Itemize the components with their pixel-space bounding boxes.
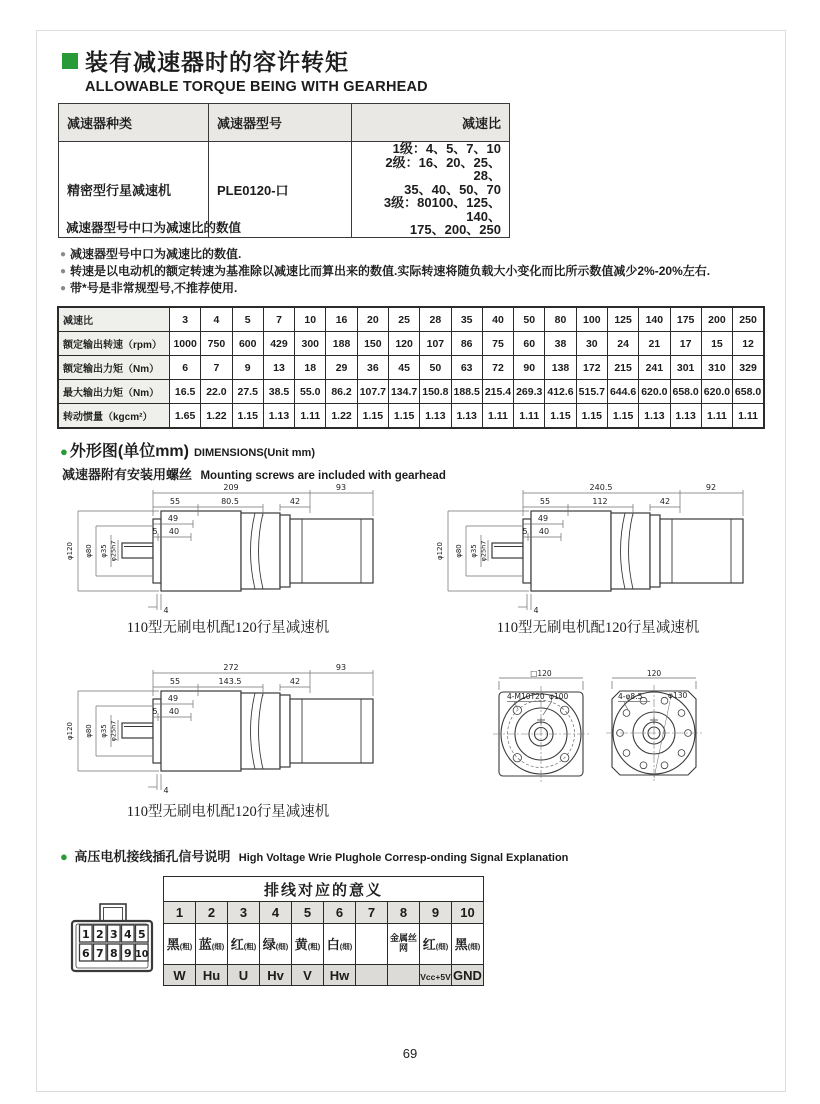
svg-text:55: 55 xyxy=(539,497,551,506)
wire-color-cell: 金属丝网 xyxy=(388,924,420,965)
svg-text:272: 272 xyxy=(223,663,239,672)
signal-cell: Hv xyxy=(260,965,292,986)
svg-text:8: 8 xyxy=(109,947,118,960)
spec-cell: 140 xyxy=(639,307,670,332)
connector-plug-drawing xyxy=(66,894,158,985)
svg-text:42: 42 xyxy=(289,497,301,506)
spec-cell: 1.15 xyxy=(388,404,419,429)
green-dot-icon: ● xyxy=(60,444,68,459)
signal-section-header xyxy=(60,846,568,866)
spec-cell: 80 xyxy=(545,307,576,332)
spec-row-label: 转动惯量（kgcm²） xyxy=(58,404,170,429)
spec-cell: 10 xyxy=(295,307,326,332)
svg-text:49: 49 xyxy=(537,514,549,523)
pin-number: 2 xyxy=(196,902,228,924)
drawing-caption: 110型无刷电机配120行星减速机 xyxy=(126,620,330,636)
drawing-caption: 110型无刷电机配120行星减速机 xyxy=(126,804,330,820)
side-view-drawing xyxy=(58,480,398,627)
spec-cell: 188.5 xyxy=(451,380,482,404)
flange-view-input xyxy=(596,668,714,807)
svg-text:φ25h7: φ25h7 xyxy=(109,540,118,562)
ratio-line: 35、40、50、70 xyxy=(404,181,501,197)
pin-number: 8 xyxy=(388,902,420,924)
spec-cell: 7 xyxy=(263,307,294,332)
bullet-icon: ● xyxy=(60,249,67,260)
spec-cell: 38.5 xyxy=(263,380,294,404)
spec-cell: 250 xyxy=(733,307,764,332)
svg-text:4-φ8.5: 4-φ8.5 xyxy=(618,692,643,701)
spec-cell: 125 xyxy=(607,307,638,332)
svg-text:143.5: 143.5 xyxy=(218,677,242,686)
spec-cell: 175 xyxy=(670,307,701,332)
spec-cell: 134.7 xyxy=(388,380,419,404)
wire-color-row xyxy=(164,924,484,965)
svg-text:□120: □120 xyxy=(530,669,552,678)
spec-cell: 86.2 xyxy=(326,380,357,404)
spec-cell: 188 xyxy=(326,332,357,356)
pin-number: 10 xyxy=(452,902,484,924)
spec-cell: 60 xyxy=(514,332,545,356)
spec-cell: 9 xyxy=(232,356,263,380)
dimensions-subtitle: 减速器附有安装用螺丝 xyxy=(62,467,193,482)
pin-number: 3 xyxy=(228,902,260,924)
svg-text:240.5: 240.5 xyxy=(589,483,613,492)
svg-text:φ130: φ130 xyxy=(668,691,688,700)
pin-number: 6 xyxy=(324,902,356,924)
spec-cell: 1.65 xyxy=(170,404,201,429)
svg-text:3: 3 xyxy=(109,928,118,941)
spec-cell: 1.11 xyxy=(482,404,513,429)
spec-cell: 412.6 xyxy=(545,380,576,404)
green-dot-icon: ● xyxy=(60,849,68,864)
spec-cell: 75 xyxy=(482,332,513,356)
spec-cell: 1.11 xyxy=(733,404,764,429)
svg-text:φ35: φ35 xyxy=(470,544,478,558)
svg-text:5: 5 xyxy=(152,707,158,716)
svg-text:120: 120 xyxy=(646,669,662,678)
gearhead-ratios xyxy=(352,142,510,238)
svg-text:42: 42 xyxy=(289,677,301,686)
spec-cell: 1000 xyxy=(170,332,201,356)
signal-cell: W xyxy=(164,965,196,986)
spec-cell: 215.4 xyxy=(482,380,513,404)
spec-row-label: 额定输出力矩（Nm） xyxy=(58,356,170,380)
svg-text:92: 92 xyxy=(705,483,717,492)
spec-cell: 50 xyxy=(420,356,451,380)
side-view-drawing xyxy=(428,480,768,627)
svg-text:80.5: 80.5 xyxy=(221,497,239,506)
note-item xyxy=(60,280,710,297)
spec-cell: 27.5 xyxy=(232,380,263,404)
note-item xyxy=(60,246,710,263)
spec-cell: 1.13 xyxy=(420,404,451,429)
signal-cell xyxy=(356,965,388,986)
svg-text:φ80: φ80 xyxy=(85,724,93,738)
flange-output-svg xyxy=(485,668,597,802)
signal-row xyxy=(164,965,484,986)
spec-cell: 1.15 xyxy=(576,404,607,429)
spec-cell: 1.13 xyxy=(639,404,670,429)
signal-cell: V xyxy=(292,965,324,986)
svg-text:4: 4 xyxy=(163,786,169,795)
spec-cell: 150.8 xyxy=(420,380,451,404)
signal-table-body xyxy=(164,877,484,986)
spec-cell: 644.6 xyxy=(607,380,638,404)
svg-text:10: 10 xyxy=(135,949,149,960)
spec-cell: 18 xyxy=(295,356,326,380)
spec-cell: 1.22 xyxy=(326,404,357,429)
svg-text:49: 49 xyxy=(167,694,179,703)
signal-cell xyxy=(388,965,420,986)
wire-color-cell: 黑(细) xyxy=(452,924,484,965)
spec-cell: 28 xyxy=(420,307,451,332)
spec-table-row xyxy=(58,356,764,380)
wire-color-cell: 黑(粗) xyxy=(164,924,196,965)
signal-section-title-english: High Voltage Wrie Plughole Corresp-onding Signal Explanation xyxy=(238,852,569,864)
spec-table-body xyxy=(58,307,764,428)
spec-cell: 86 xyxy=(451,332,482,356)
signal-section-title: 高压电机接线插孔信号说明 xyxy=(74,849,231,864)
page-title-english: ALLOWABLE TORQUE BEING WITH GEARHEAD xyxy=(85,79,428,95)
note-item xyxy=(60,263,710,280)
pin-number: 7 xyxy=(356,902,388,924)
wire-color-cell xyxy=(356,924,388,965)
pin-number-row xyxy=(164,902,484,924)
svg-text:4: 4 xyxy=(123,928,132,941)
spec-row-label: 最大输出力矩（Nm） xyxy=(58,380,170,404)
spec-cell: 38 xyxy=(545,332,576,356)
svg-text:5: 5 xyxy=(522,527,528,536)
spec-cell: 1.13 xyxy=(263,404,294,429)
svg-text:φ120: φ120 xyxy=(66,722,74,740)
spec-cell: 107.7 xyxy=(357,380,388,404)
spec-table xyxy=(57,306,765,429)
dimensions-subtitle-english: Mounting screws are included with gearhead xyxy=(200,470,446,482)
spec-cell: 1.15 xyxy=(607,404,638,429)
svg-text:φ25h7: φ25h7 xyxy=(479,540,488,562)
note-text: 带*号是非常规型号,不推荐使用. xyxy=(70,281,238,295)
spec-row-label: 减速比 xyxy=(58,307,170,332)
gearhead-model: PLE0120-口 xyxy=(209,142,352,238)
spec-cell: 22.0 xyxy=(201,380,232,404)
spec-cell: 50 xyxy=(514,307,545,332)
gearmotor-side-view-svg xyxy=(428,480,768,622)
svg-text:55: 55 xyxy=(169,497,181,506)
svg-text:7: 7 xyxy=(95,947,104,960)
spec-cell: 515.7 xyxy=(576,380,607,404)
svg-text:2: 2 xyxy=(95,928,104,941)
svg-text:40: 40 xyxy=(168,527,180,536)
spec-cell: 1.13 xyxy=(670,404,701,429)
spec-cell: 658.0 xyxy=(670,380,701,404)
signal-cell: Hw xyxy=(324,965,356,986)
spec-cell: 55.0 xyxy=(295,380,326,404)
spec-cell: 20 xyxy=(357,307,388,332)
wire-color-cell: 白(细) xyxy=(324,924,356,965)
svg-text:φ35: φ35 xyxy=(100,724,108,738)
spec-cell: 36 xyxy=(357,356,388,380)
svg-text:4-M10T20: 4-M10T20 xyxy=(507,692,545,701)
signal-cell: Hu xyxy=(196,965,228,986)
bullet-icon: ● xyxy=(60,283,67,294)
svg-text:40: 40 xyxy=(168,707,180,716)
signal-cell: U xyxy=(228,965,260,986)
svg-text:9: 9 xyxy=(123,947,132,960)
svg-text:φ120: φ120 xyxy=(436,542,444,560)
spec-cell: 300 xyxy=(295,332,326,356)
note-text: 减速器型号中口为减速比的数值. xyxy=(70,247,242,261)
gearhead-table-note: 减速器型号中口为减速比的数值 xyxy=(66,221,242,235)
ratio-line: 2级：16、20、25、28、 xyxy=(385,154,501,183)
spec-cell: 72 xyxy=(482,356,513,380)
signal-title-row xyxy=(164,877,484,902)
spec-cell: 150 xyxy=(357,332,388,356)
notes-list xyxy=(60,246,710,297)
signal-table-title: 排线对应的意义 xyxy=(164,877,484,902)
dimensions-title-english: DIMENSIONS(Unit mm) xyxy=(193,447,315,459)
gearmotor-side-view-svg xyxy=(58,660,398,802)
note-text: 转速是以电动机的额定转速为基准除以减速比而算出来的数值.实际转速将随负载大小变化而比所示数值减少2%-20%左右. xyxy=(70,264,711,278)
flange-view-output xyxy=(485,668,597,807)
gearhead-header-model: 减速器型号 xyxy=(209,104,352,142)
spec-cell: 658.0 xyxy=(733,380,764,404)
spec-cell: 16.5 xyxy=(170,380,201,404)
spec-cell: 90 xyxy=(514,356,545,380)
svg-text:55: 55 xyxy=(169,677,181,686)
spec-cell: 35 xyxy=(451,307,482,332)
spec-cell: 17 xyxy=(670,332,701,356)
spec-cell: 215 xyxy=(607,356,638,380)
wire-color-cell: 绿(细) xyxy=(260,924,292,965)
svg-text:40: 40 xyxy=(538,527,550,536)
side-view-drawing xyxy=(58,660,398,807)
spec-cell: 1.11 xyxy=(295,404,326,429)
spec-cell: 1.15 xyxy=(545,404,576,429)
drawing-caption: 110型无刷电机配120行星减速机 xyxy=(496,620,700,636)
connector-plug-svg xyxy=(66,894,158,980)
spec-cell: 24 xyxy=(607,332,638,356)
wire-color-cell: 蓝(细) xyxy=(196,924,228,965)
spec-cell: 600 xyxy=(232,332,263,356)
gearhead-header-ratio: 减速比 xyxy=(352,104,510,142)
signal-cell: Vcc+5V xyxy=(420,965,452,986)
spec-cell: 1.15 xyxy=(232,404,263,429)
spec-cell: 21 xyxy=(639,332,670,356)
pin-number: 1 xyxy=(164,902,196,924)
svg-text:φ120: φ120 xyxy=(66,542,74,560)
spec-cell: 310 xyxy=(701,356,732,380)
spec-cell: 620.0 xyxy=(639,380,670,404)
svg-text:6: 6 xyxy=(81,947,90,960)
spec-cell: 16 xyxy=(326,307,357,332)
spec-cell: 45 xyxy=(388,356,419,380)
spec-cell: 301 xyxy=(670,356,701,380)
signal-table xyxy=(163,876,484,986)
pin-number: 4 xyxy=(260,902,292,924)
svg-text:φ80: φ80 xyxy=(85,544,93,558)
svg-text:5: 5 xyxy=(152,527,158,536)
spec-cell: 100 xyxy=(576,307,607,332)
spec-cell: 25 xyxy=(388,307,419,332)
spec-cell: 15 xyxy=(701,332,732,356)
svg-text:93: 93 xyxy=(335,483,347,492)
svg-text:49: 49 xyxy=(167,514,179,523)
gearhead-table-header-row xyxy=(59,104,510,142)
gearhead-header-type: 减速器种类 xyxy=(59,104,209,142)
svg-text:φ100: φ100 xyxy=(549,692,569,701)
green-square-icon xyxy=(62,53,78,69)
wire-color-cell: 黄(粗) xyxy=(292,924,324,965)
gearhead-type: 精密型行星减速机 xyxy=(59,142,209,238)
spec-cell: 30 xyxy=(576,332,607,356)
svg-text:1: 1 xyxy=(81,928,90,941)
svg-text:209: 209 xyxy=(223,483,239,492)
svg-text:4: 4 xyxy=(533,606,539,615)
pin-number: 5 xyxy=(292,902,324,924)
ratio-line: 3级：80100、125、140、 xyxy=(383,195,501,224)
spec-cell: 120 xyxy=(388,332,419,356)
spec-table-row xyxy=(58,307,764,332)
spec-cell: 200 xyxy=(701,307,732,332)
spec-cell: 269.3 xyxy=(514,380,545,404)
spec-table-row xyxy=(58,404,764,429)
spec-cell: 1.13 xyxy=(451,404,482,429)
spec-cell: 138 xyxy=(545,356,576,380)
spec-cell: 13 xyxy=(263,356,294,380)
dimensions-header xyxy=(60,438,446,484)
dimensions-title: 外形图(单位mm) xyxy=(69,443,189,460)
spec-cell: 1.11 xyxy=(514,404,545,429)
svg-text:93: 93 xyxy=(335,663,347,672)
svg-text:φ35: φ35 xyxy=(100,544,108,558)
gearmotor-side-view-svg xyxy=(58,480,398,622)
spec-cell: 3 xyxy=(170,307,201,332)
spec-cell: 329 xyxy=(733,356,764,380)
spec-cell: 107 xyxy=(420,332,451,356)
spec-cell: 4 xyxy=(201,307,232,332)
spec-cell: 1.15 xyxy=(357,404,388,429)
ratio-line: 175、200、250 xyxy=(409,222,501,237)
spec-cell: 1.22 xyxy=(201,404,232,429)
svg-text:4: 4 xyxy=(163,606,169,615)
spec-cell: 241 xyxy=(639,356,670,380)
page-number: 69 xyxy=(402,1046,418,1061)
svg-text:5: 5 xyxy=(137,928,146,941)
spec-table-row xyxy=(58,332,764,356)
signal-cell: GND xyxy=(452,965,484,986)
spec-cell: 7 xyxy=(201,356,232,380)
spec-cell: 172 xyxy=(576,356,607,380)
page-title: 装有减速器时的容许转矩 xyxy=(85,49,349,75)
spec-cell: 12 xyxy=(733,332,764,356)
spec-cell: 5 xyxy=(232,307,263,332)
spec-cell: 620.0 xyxy=(701,380,732,404)
spec-cell: 40 xyxy=(482,307,513,332)
spec-table-row xyxy=(58,380,764,404)
svg-text:φ25h7: φ25h7 xyxy=(109,720,118,742)
page-header xyxy=(62,44,428,95)
svg-text:42: 42 xyxy=(659,497,671,506)
wire-color-cell: 红(细) xyxy=(420,924,452,965)
spec-cell: 750 xyxy=(201,332,232,356)
svg-text:112: 112 xyxy=(592,497,608,506)
spec-row-label: 额定输出转速（rpm） xyxy=(58,332,170,356)
spec-cell: 1.11 xyxy=(701,404,732,429)
flange-input-svg xyxy=(596,668,714,802)
bullet-icon: ● xyxy=(60,266,67,277)
spec-cell: 29 xyxy=(326,356,357,380)
wire-color-cell: 红(粗) xyxy=(228,924,260,965)
spec-cell: 6 xyxy=(170,356,201,380)
spec-cell: 429 xyxy=(263,332,294,356)
pin-number: 9 xyxy=(420,902,452,924)
svg-text:φ80: φ80 xyxy=(455,544,463,558)
ratio-line: 1级：4、5、7、10 xyxy=(392,141,501,156)
spec-cell: 63 xyxy=(451,356,482,380)
